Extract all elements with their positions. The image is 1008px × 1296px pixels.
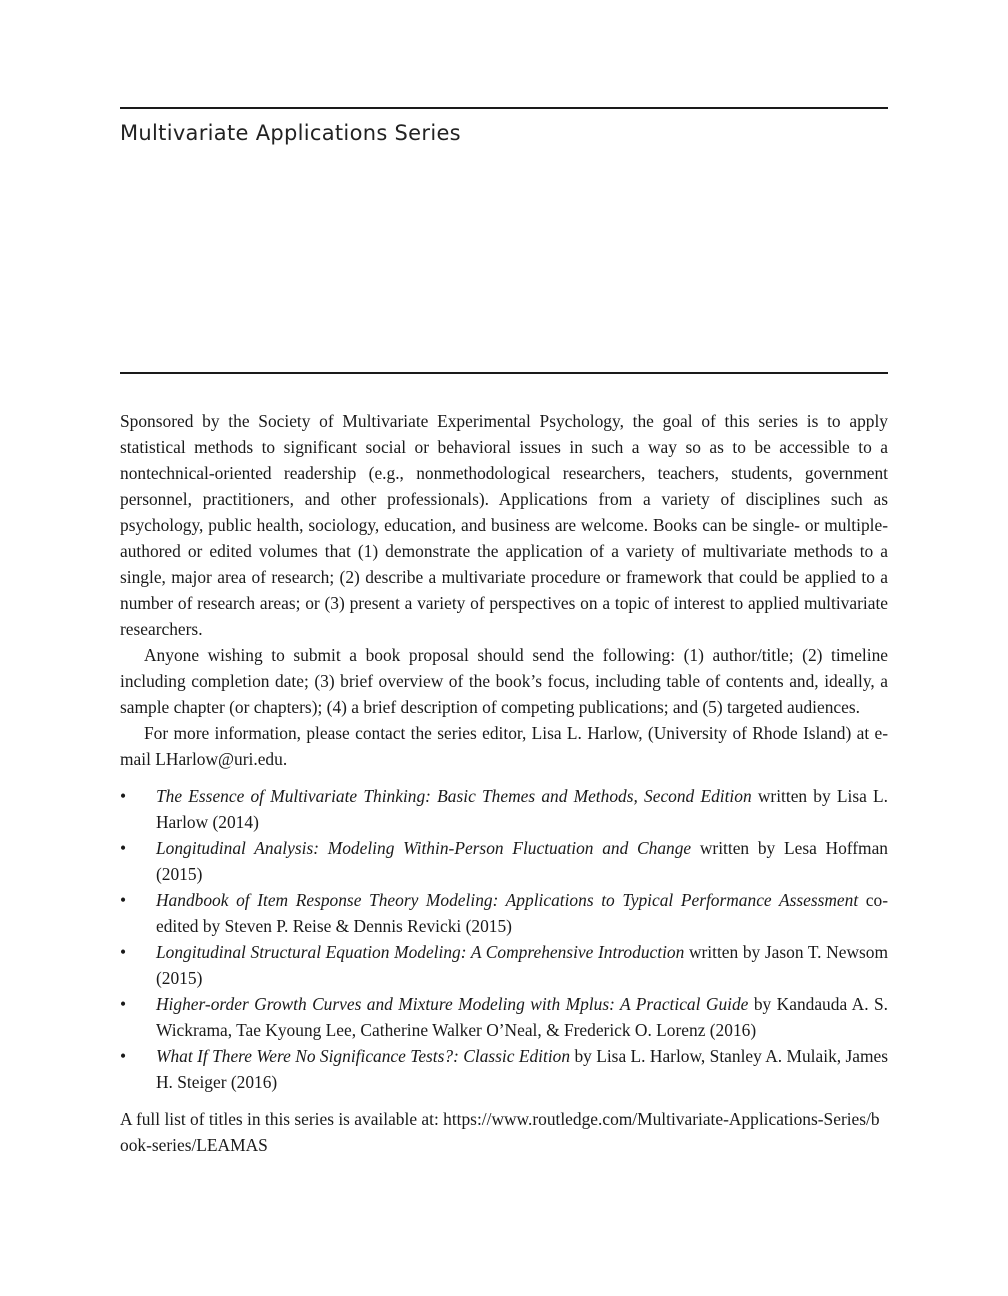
book-credit: written by Jason T. Newsom (2015)	[156, 942, 888, 988]
bullet-icon: •	[120, 838, 127, 858]
bullet-icon: •	[120, 1046, 127, 1066]
contact-paragraph: For more information, please contact the series editor, Lisa L. Harlow, (University of Rhode Island) at e-mail LHarlow@uri.edu.	[120, 723, 888, 769]
book-credit: by Lisa L. Harlow, Stanley A. Mulaik, James H. Steiger (2016)	[156, 1046, 888, 1092]
book-list-item	[120, 939, 888, 991]
book-title: The Essence of Multivariate Thinking: Basic Themes and Methods, Second Edition	[156, 786, 752, 806]
top-rule	[120, 107, 888, 109]
book-list	[120, 783, 888, 1095]
bullet-icon: •	[120, 994, 127, 1014]
book-list-item	[120, 783, 888, 835]
bullet-icon: •	[120, 890, 127, 910]
book-list-item	[120, 1043, 888, 1095]
bullet-icon: •	[120, 942, 127, 962]
book-credit: written by Lisa L. Harlow (2014)	[156, 786, 888, 832]
book-title: Handbook of Item Response Theory Modeling: Applications to Typical Performance Assessment	[156, 890, 859, 910]
book-title: Higher-order Growth Curves and Mixture Modeling with Mplus: A Practical Guide	[156, 994, 749, 1014]
book-title: What If There Were No Significance Tests?: Classic Edition	[156, 1046, 571, 1066]
proposal-paragraph: Anyone wishing to submit a book proposal should send the following: (1) author/title; (2) timeline including completion date; (3) brief overview of the book’s focus, including table of contents and, ideally, a sample chapter (or chapters); (4) a brief description of competing publications; and (5) targeted audiences.	[120, 645, 888, 717]
book-list-item	[120, 835, 888, 887]
book-credit: co-edited by Steven P. Reise & Dennis Revicki (2015)	[156, 890, 888, 936]
intro-paragraph: Sponsored by the Society of Multivariate Experimental Psychology, the goal of this series is to apply statistical methods to significant social or behavioral issues in such a way so as to be accessible to a nontechnical-oriented readership (e.g., nonmethodological researchers, teachers, students, government personnel, practitioners, and other professionals). Applications from a variety of disciplines such as psychology, public health, sociology, education, and business are welcome. Books can be single- or multiple-authored or edited volumes that (1) demonstrate the application of a variety of multivariate methods to a single, major area of research; (2) describe a multivariate procedure or framework that could be applied to a number of research areas; or (3) present a variety of perspectives on a topic of interest to applied multivariate researchers.	[120, 411, 888, 639]
series-url-note: A full list of titles in this series is available at: https://www.routledge.com/Multivariate-Applications-Series/book-series/LEAMAS	[120, 1109, 880, 1155]
series-description	[120, 408, 888, 1158]
book-title: Longitudinal Analysis: Modeling Within-Person Fluctuation and Change	[156, 838, 692, 858]
bullet-icon: •	[120, 786, 127, 806]
series-title: Multivariate Applications Series	[120, 121, 461, 145]
book-list-item	[120, 887, 888, 939]
book-title: Longitudinal Structural Equation Modeling: A Comprehensive Introduction	[156, 942, 685, 962]
book-list-item	[120, 991, 888, 1043]
bottom-rule	[120, 372, 888, 374]
book-credit: by Kandauda A. S. Wickrama, Tae Kyoung Lee, Catherine Walker O’Neal, & Frederick O. Lorenz (2016)	[156, 994, 888, 1040]
book-credit: written by Lesa Hoffman (2015)	[156, 838, 888, 884]
